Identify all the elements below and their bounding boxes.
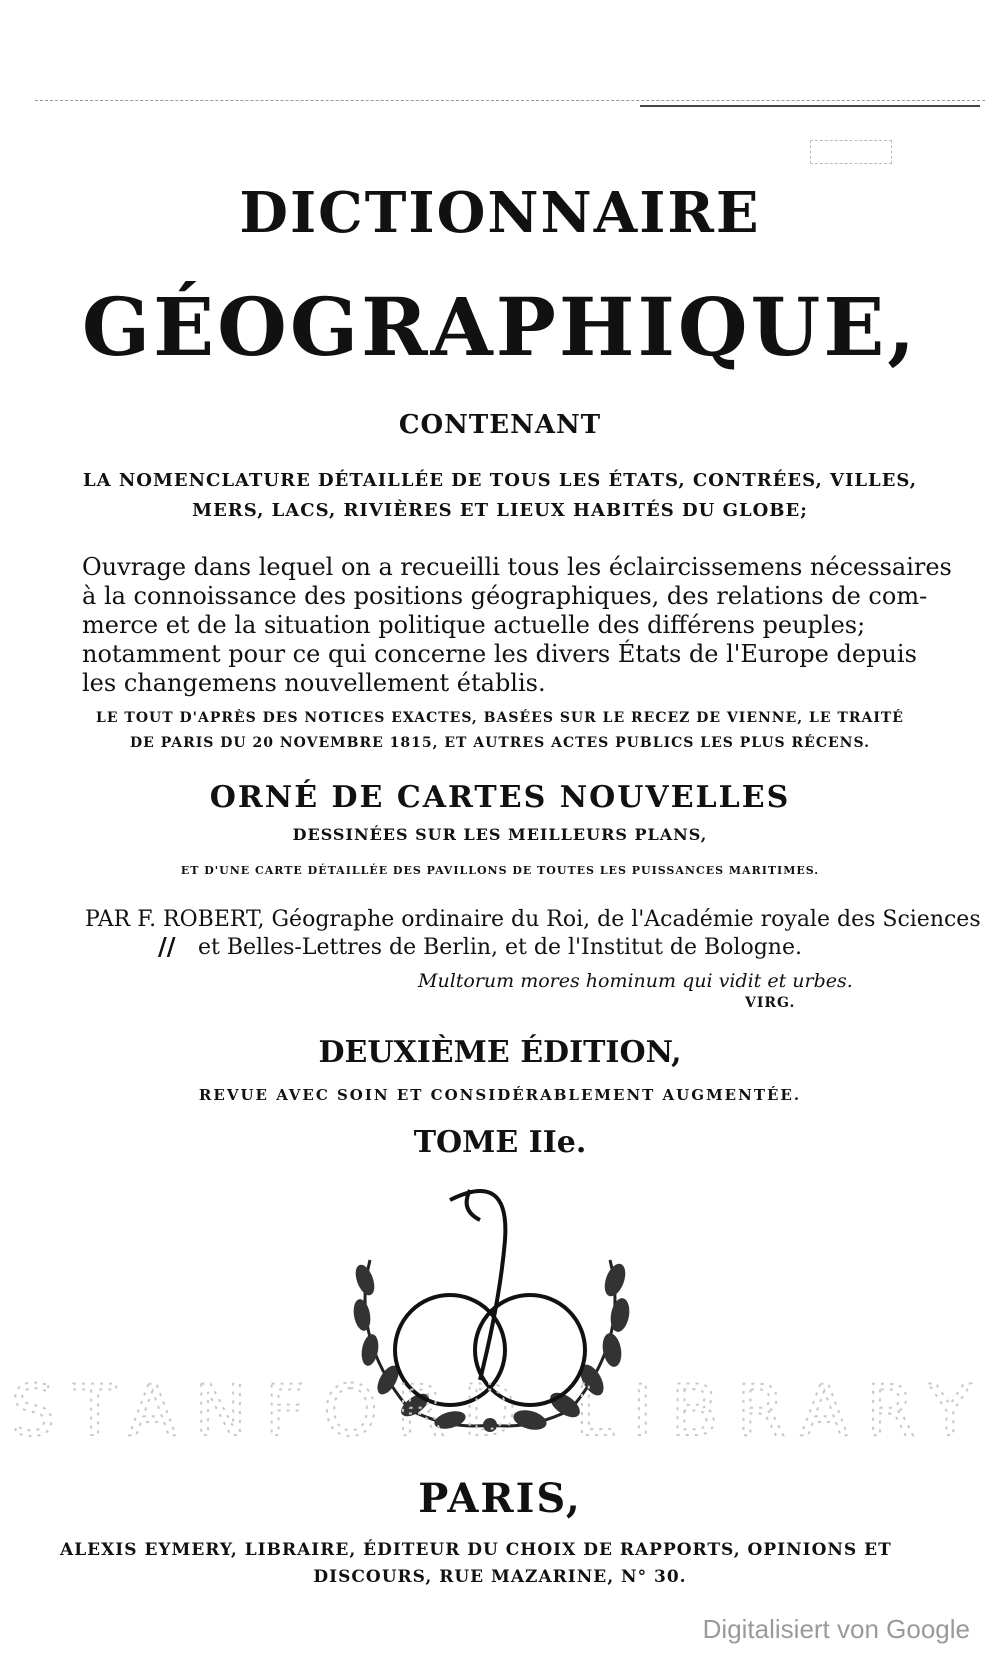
- author-line-1: PAR F. ROBERT, Géographe ordinaire du Roi, de l'Académie royale des Sciences: [85, 907, 981, 932]
- description-line: Ouvrage dans lequel on a recueilli tous les éclaircissemens nécessaires: [82, 553, 952, 581]
- svg-text:STANFORD LIBRARY: STANFORD LIBRARY: [10, 1370, 990, 1452]
- library-watermark: [10, 1370, 990, 1460]
- top-rule-solid: [640, 105, 980, 107]
- title-line-2: GÉOGRAPHIQUE,: [81, 280, 919, 374]
- notices-line-2: DE PARIS DU 20 NOVEMBRE 1815, ET AUTRES ACTES PUBLICS LES PLUS RÉCENS.: [130, 735, 870, 751]
- revue-line: REVUE AVEC SOIN ET CONSIDÉRABLEMENT AUGMENTÉE.: [198, 1086, 802, 1104]
- motto: Multorum mores hominum qui vidit et urbes.: [418, 970, 853, 992]
- notices-line-1: LE TOUT D'APRÈS DES NOTICES EXACTES, BASÉES SUR LE RECEZ DE VIENNE, LE TRAITÉ: [96, 710, 904, 726]
- description-line: merce et de la situation politique actuelle des différens peuples;: [82, 611, 866, 639]
- carte-pavillons-line: ET D'UNE CARTE DÉTAILLÉE DES PAVILLONS DE TOUTES LES PUISSANCES MARITIMES.: [180, 864, 820, 877]
- top-rule: [35, 100, 985, 101]
- tome-heading: TOME IIe.: [413, 1125, 587, 1160]
- edition-heading: DEUXIÈME ÉDITION,: [318, 1035, 682, 1070]
- title-line-1: DICTIONNAIRE: [239, 180, 761, 246]
- orne-heading: ORNÉ DE CARTES NOUVELLES: [209, 780, 791, 815]
- digitized-by-google: Digitalisiert von Google: [702, 1614, 970, 1644]
- nomenclature-line-1: LA NOMENCLATURE DÉTAILLÉE DE TOUS LES ÉTATS, CONTRÉES, VILLES,: [82, 470, 918, 491]
- description-line: notamment pour ce qui concerne les divers États de l'Europe depuis: [82, 640, 917, 668]
- place-of-publication: PARIS,: [418, 1475, 582, 1522]
- contenant-heading: CONTENANT: [398, 410, 602, 440]
- margin-mark: //: [158, 932, 176, 961]
- motto-author: VIRG.: [745, 995, 796, 1011]
- description-line: à la connoissance des positions géographiques, des relations de com-: [82, 582, 928, 610]
- description-line: les changemens nouvellement établis.: [82, 669, 546, 697]
- author-line-2: et Belles-Lettres de Berlin, et de l'Institut de Bologne.: [198, 935, 802, 960]
- imprint-line-1: ALEXIS EYMERY, LIBRAIRE, ÉDITEUR DU CHOIX DE RAPPORTS, OPINIONS ET: [60, 1540, 892, 1560]
- imprint-line-2: DISCOURS, RUE MAZARINE, N° 30.: [313, 1567, 687, 1587]
- dessinees-line: DESSINÉES SUR LES MEILLEURS PLANS,: [292, 825, 708, 844]
- nomenclature-line-2: MERS, LACS, RIVIÈRES ET LIEUX HABITÉS DU GLOBE;: [192, 500, 808, 521]
- library-stamp: [810, 140, 892, 164]
